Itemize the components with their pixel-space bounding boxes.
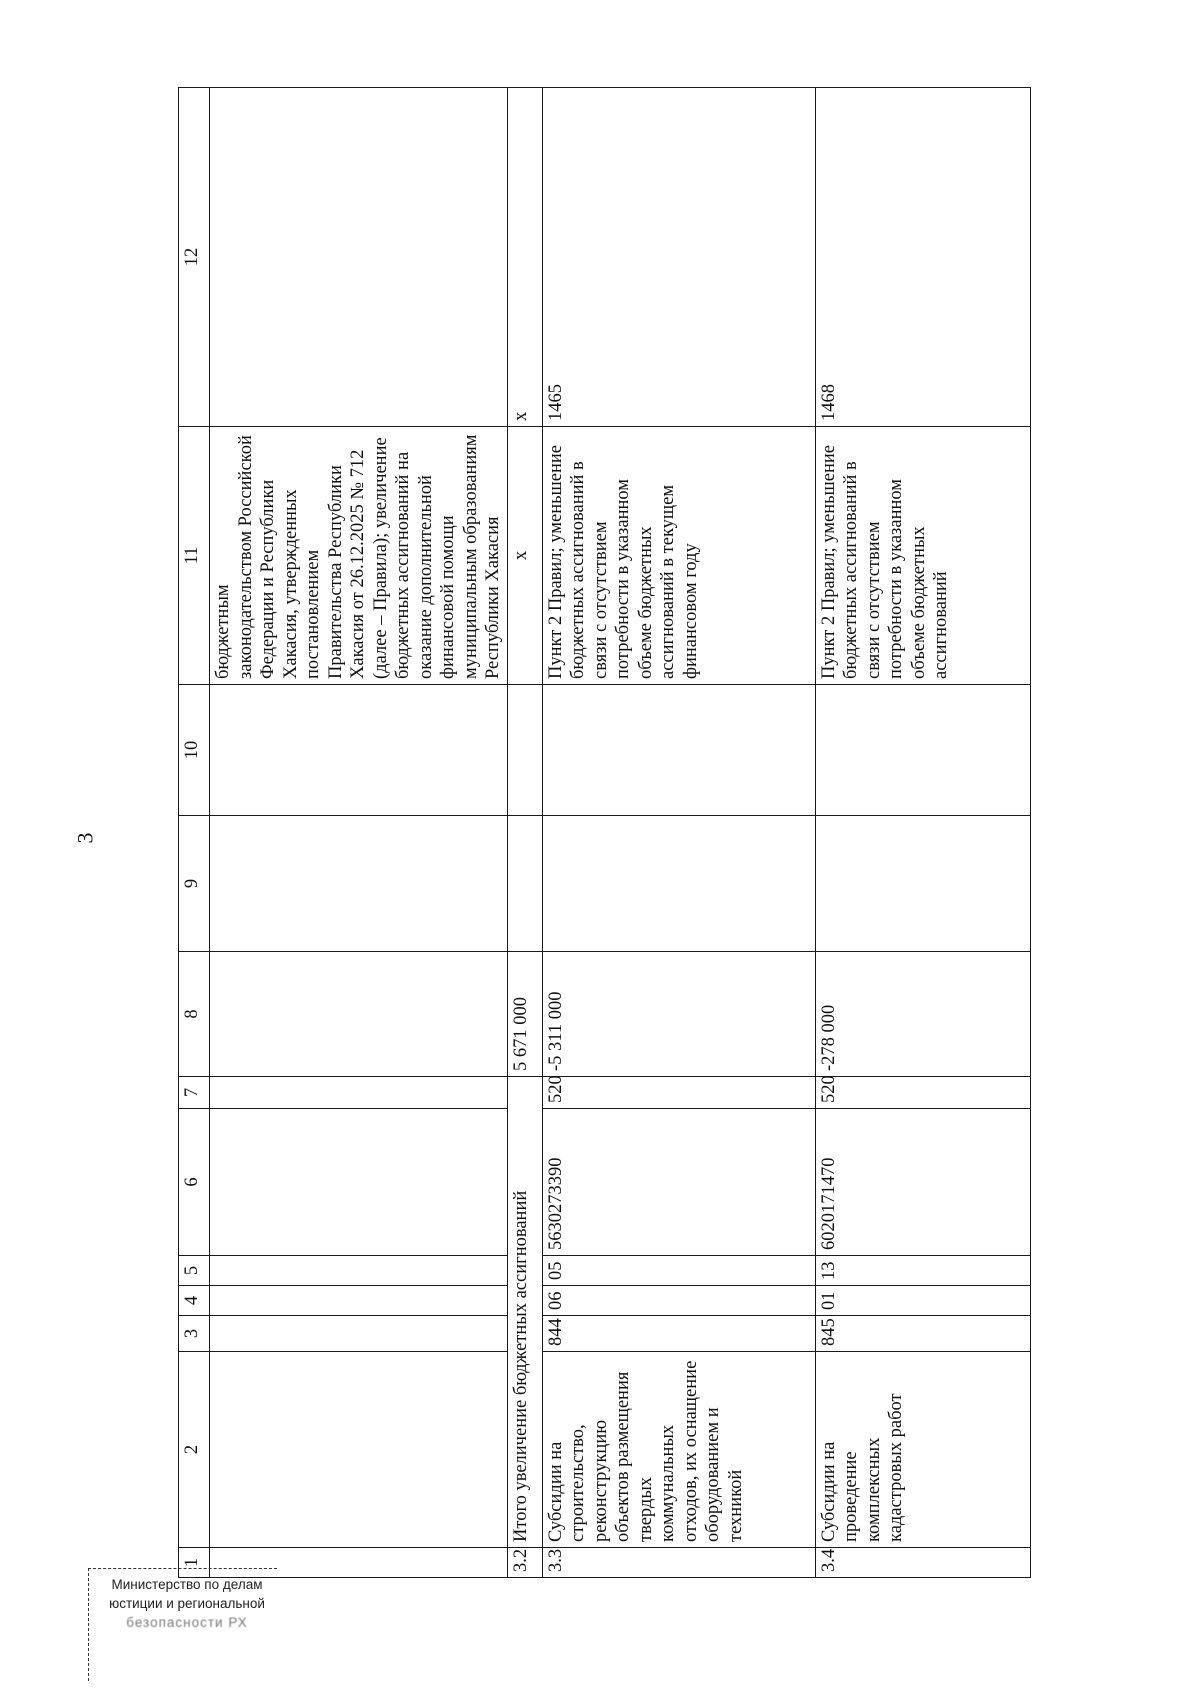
table-cell [507,685,542,816]
table-cell [210,1286,508,1316]
header-cell: 6 [179,1109,210,1256]
table-cell [210,1109,508,1256]
table-cell [210,952,508,1077]
table-cell: х [507,88,542,427]
code-cell: 845 [815,1316,1030,1352]
code-cell: 06 [542,1286,815,1316]
table-cell: х [507,427,542,685]
table-cell [210,685,508,816]
basis-text-cell: Пункт 2 Правил; уменьшение бюджетных ассигнований в связи с отсутствием потребности в указанном объеме бюджетных ассигнований в текущем финансовом году [542,427,815,685]
rotated-document-body [178,88,1126,1578]
header-cell: 4 [179,1286,210,1316]
table-cell [507,816,542,952]
table-cell [210,1352,508,1548]
registration-stamp [88,1568,277,1681]
code-cell: 520 [815,1077,1030,1109]
table-cell [210,88,508,427]
header-row [179,88,210,1578]
table-cell [815,816,1030,952]
code-cell: 844 [542,1316,815,1352]
table-cell [210,816,508,952]
page-number: 3 [72,832,98,844]
stamp-line: Министерство по делам [111,1577,263,1592]
row-number: 3.2 [507,1548,542,1578]
code-cell: 5630273390 [542,1109,815,1256]
stamp-line: безопасности РХ [126,1615,248,1630]
table-cell [542,816,815,952]
table-row [542,88,815,1578]
header-cell: 7 [179,1077,210,1109]
reference-cell: 1468 [815,88,1030,427]
header-cell: 10 [179,685,210,816]
header-cell: 11 [179,427,210,685]
basis-text-cell: Пункт 2 Правил; уменьшение бюджетных ассигнований в связи с отсутствием потребности в указанном объеме бюджетных ассигнований [815,427,1030,685]
code-cell: 05 [542,1256,815,1286]
header-cell: 5 [179,1256,210,1286]
header-cell: 1 [179,1548,210,1578]
total-row [507,88,542,1578]
table-row [815,88,1030,1578]
continuation-row [210,88,508,1578]
row-name: Субсидии на строительство, реконструкцию объектов размещения твердых коммунальных отходов, их оснащение оборудованием и техникой [542,1352,815,1548]
table-cell [210,1077,508,1109]
table-cell [542,685,815,816]
code-cell: 6020171470 [815,1109,1030,1256]
code-cell: 13 [815,1256,1030,1286]
amount-cell: -5 311 000 [542,952,815,1077]
total-label: Итого увеличение бюджетных ассигнований [507,1077,542,1548]
header-cell: 3 [179,1316,210,1352]
basis-text-cell: бюджетным законодательством Российской Федерации и Республики Хакасия, утвержденных постановлением Правительства Республики Хакасия от 26.12.2025 № 712 (далее – Правила); увеличение бюджетных ассигнований на оказание дополнительной финансовой помощи муниципальным образованиям Республики Хакасия [210,427,508,685]
row-number: 3.3 [542,1548,815,1578]
table-cell [210,1256,508,1286]
table-cell [210,1316,508,1352]
table-cell [815,685,1030,816]
header-cell: 12 [179,88,210,427]
code-cell: 01 [815,1286,1030,1316]
total-amount: 5 671 000 [507,952,542,1077]
row-number: 3.4 [815,1548,1030,1578]
allocation-table [178,87,1031,1578]
header-cell: 9 [179,816,210,952]
header-cell: 2 [179,1352,210,1548]
header-cell: 8 [179,952,210,1077]
row-name: Субсидии на проведение комплексных кадастровых работ [815,1352,1030,1548]
code-cell: 520 [542,1077,815,1109]
reference-cell: 1465 [542,88,815,427]
amount-cell: -278 000 [815,952,1030,1077]
stamp-line: юстиции и региональной [109,1596,265,1611]
